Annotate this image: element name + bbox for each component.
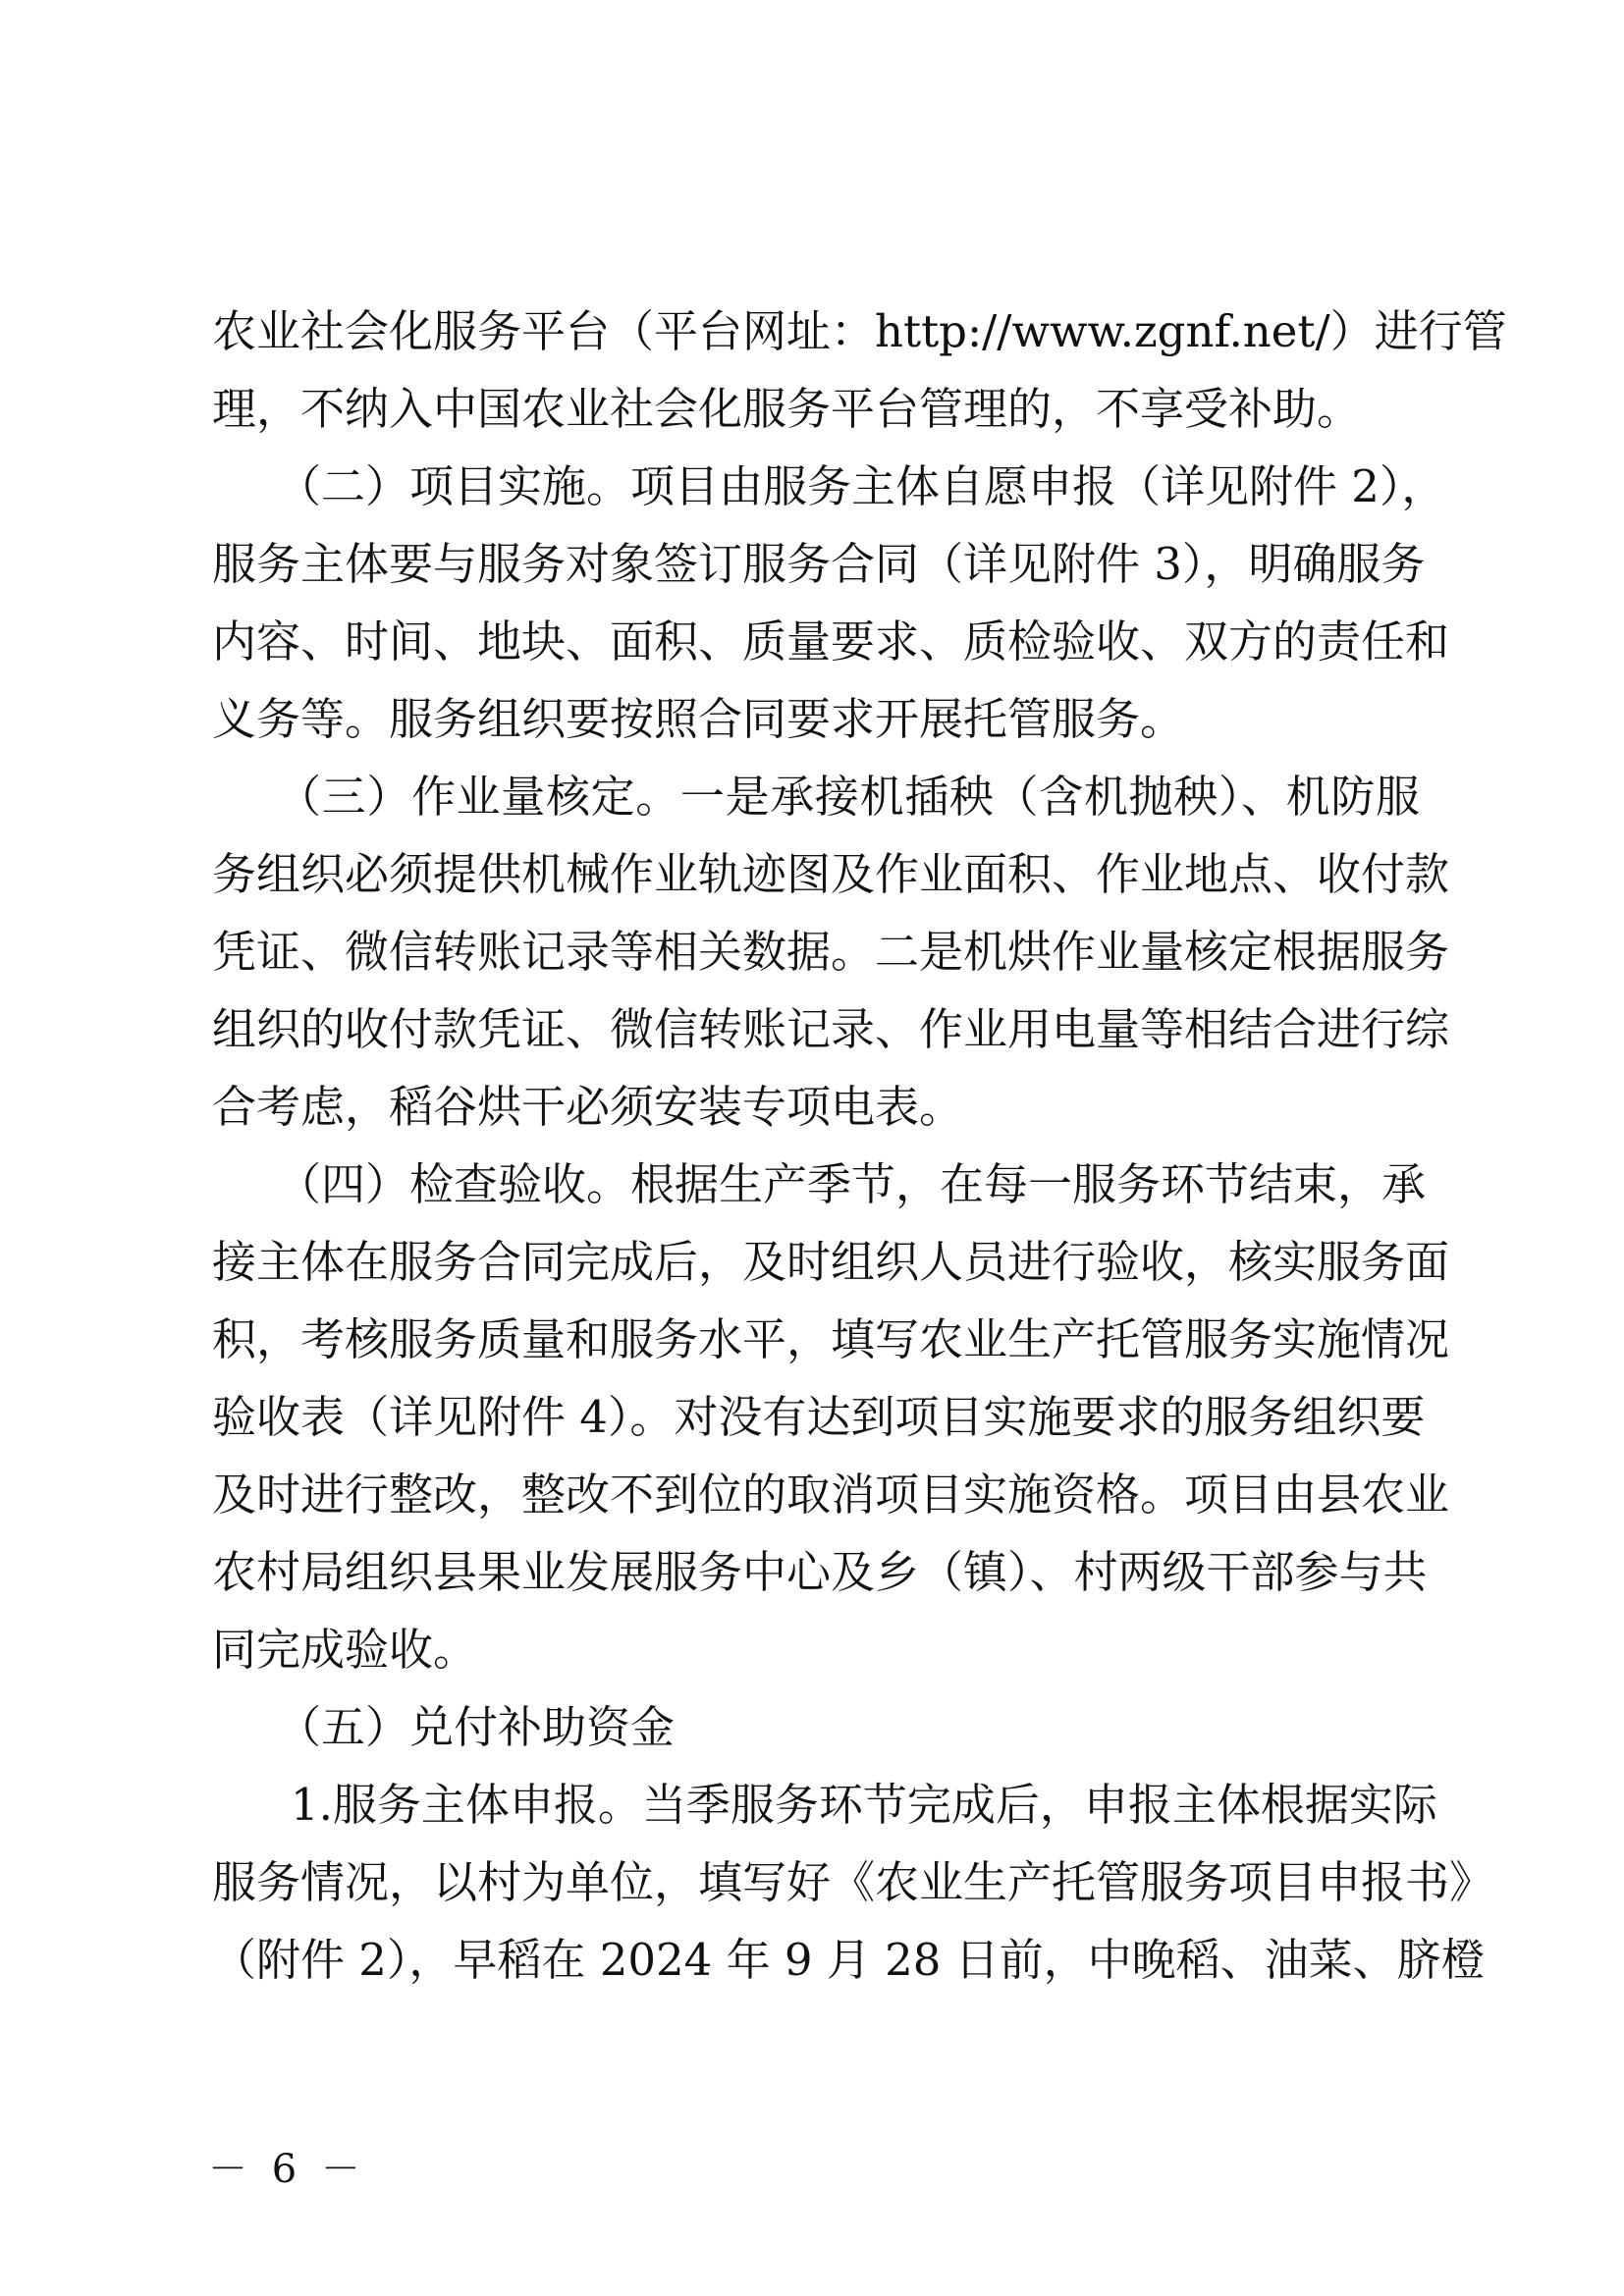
text-line: 接主体在服务合同完成后，及时组织人员进行验收，核实服务面 xyxy=(212,1236,1450,1288)
text-line: 服务主体要与服务对象签订服务合同（详见附件 3），明确服务 xyxy=(212,538,1426,590)
text-line: （三）作业量核定。一是承接机插秧（含机抛秧）、机防服 xyxy=(277,771,1420,823)
text-line: 凭证、微信转账记录等相关数据。二是机烘作业量核定根据服务 xyxy=(212,926,1450,978)
text-line: 义务等。服务组织要按照合同要求开展托管服务。 xyxy=(212,693,1185,745)
text-line: 验收表（详见附件 4）。对没有达到项目实施要求的服务组织要 xyxy=(212,1391,1426,1443)
section-heading: （五）兑付补助资金 xyxy=(277,1701,676,1753)
text-line: （二）项目实施。项目由服务主体自愿申报（详见附件 2）， xyxy=(277,460,1446,512)
text-line: 农村局组织县果业发展服务中心及乡（镇）、村两级干部参与共 xyxy=(212,1546,1428,1598)
text-line: 同完成验收。 xyxy=(212,1624,478,1676)
page-number: － 6 － xyxy=(208,2147,366,2192)
text-line: 农业社会化服务平台（平台网址：http://www.zgnf.net/）进行管 xyxy=(212,305,1507,357)
text-line: （附件 2），早稻在 2024 年 9 月 28 日前，中晚稻、油菜、脐橙 xyxy=(212,1934,1486,1986)
text-line: 理，不纳入中国农业社会化服务平台管理的，不享受补助。 xyxy=(212,383,1362,435)
text-line: 服务情况，以村为单位，填写好《农业生产托管服务项目申报书》 xyxy=(212,1856,1494,1908)
text-line: 1.服务主体申报。当季服务环节完成后，申报主体根据实际 xyxy=(291,1779,1437,1831)
document-body xyxy=(212,293,1507,1999)
text-line: 务组织必须提供机械作业轨迹图及作业面积、作业地点、收付款 xyxy=(212,848,1450,900)
text-line: （四）检查验收。根据生产季节，在每一服务环节结束，承 xyxy=(277,1158,1427,1210)
text-line: 内容、时间、地块、面积、质量要求、质检验收、双方的责任和 xyxy=(212,615,1450,667)
text-line: 合考虑，稻谷烘干必须安装专项电表。 xyxy=(212,1081,964,1133)
text-line: 及时进行整改，整改不到位的取消项目实施资格。项目由县农业 xyxy=(212,1468,1450,1521)
text-line: 积，考核服务质量和服务水平，填写农业生产托管服务实施情况 xyxy=(212,1313,1450,1365)
text-line: 组织的收付款凭证、微信转账记录、作业用电量等相结合进行综 xyxy=(212,1003,1450,1055)
